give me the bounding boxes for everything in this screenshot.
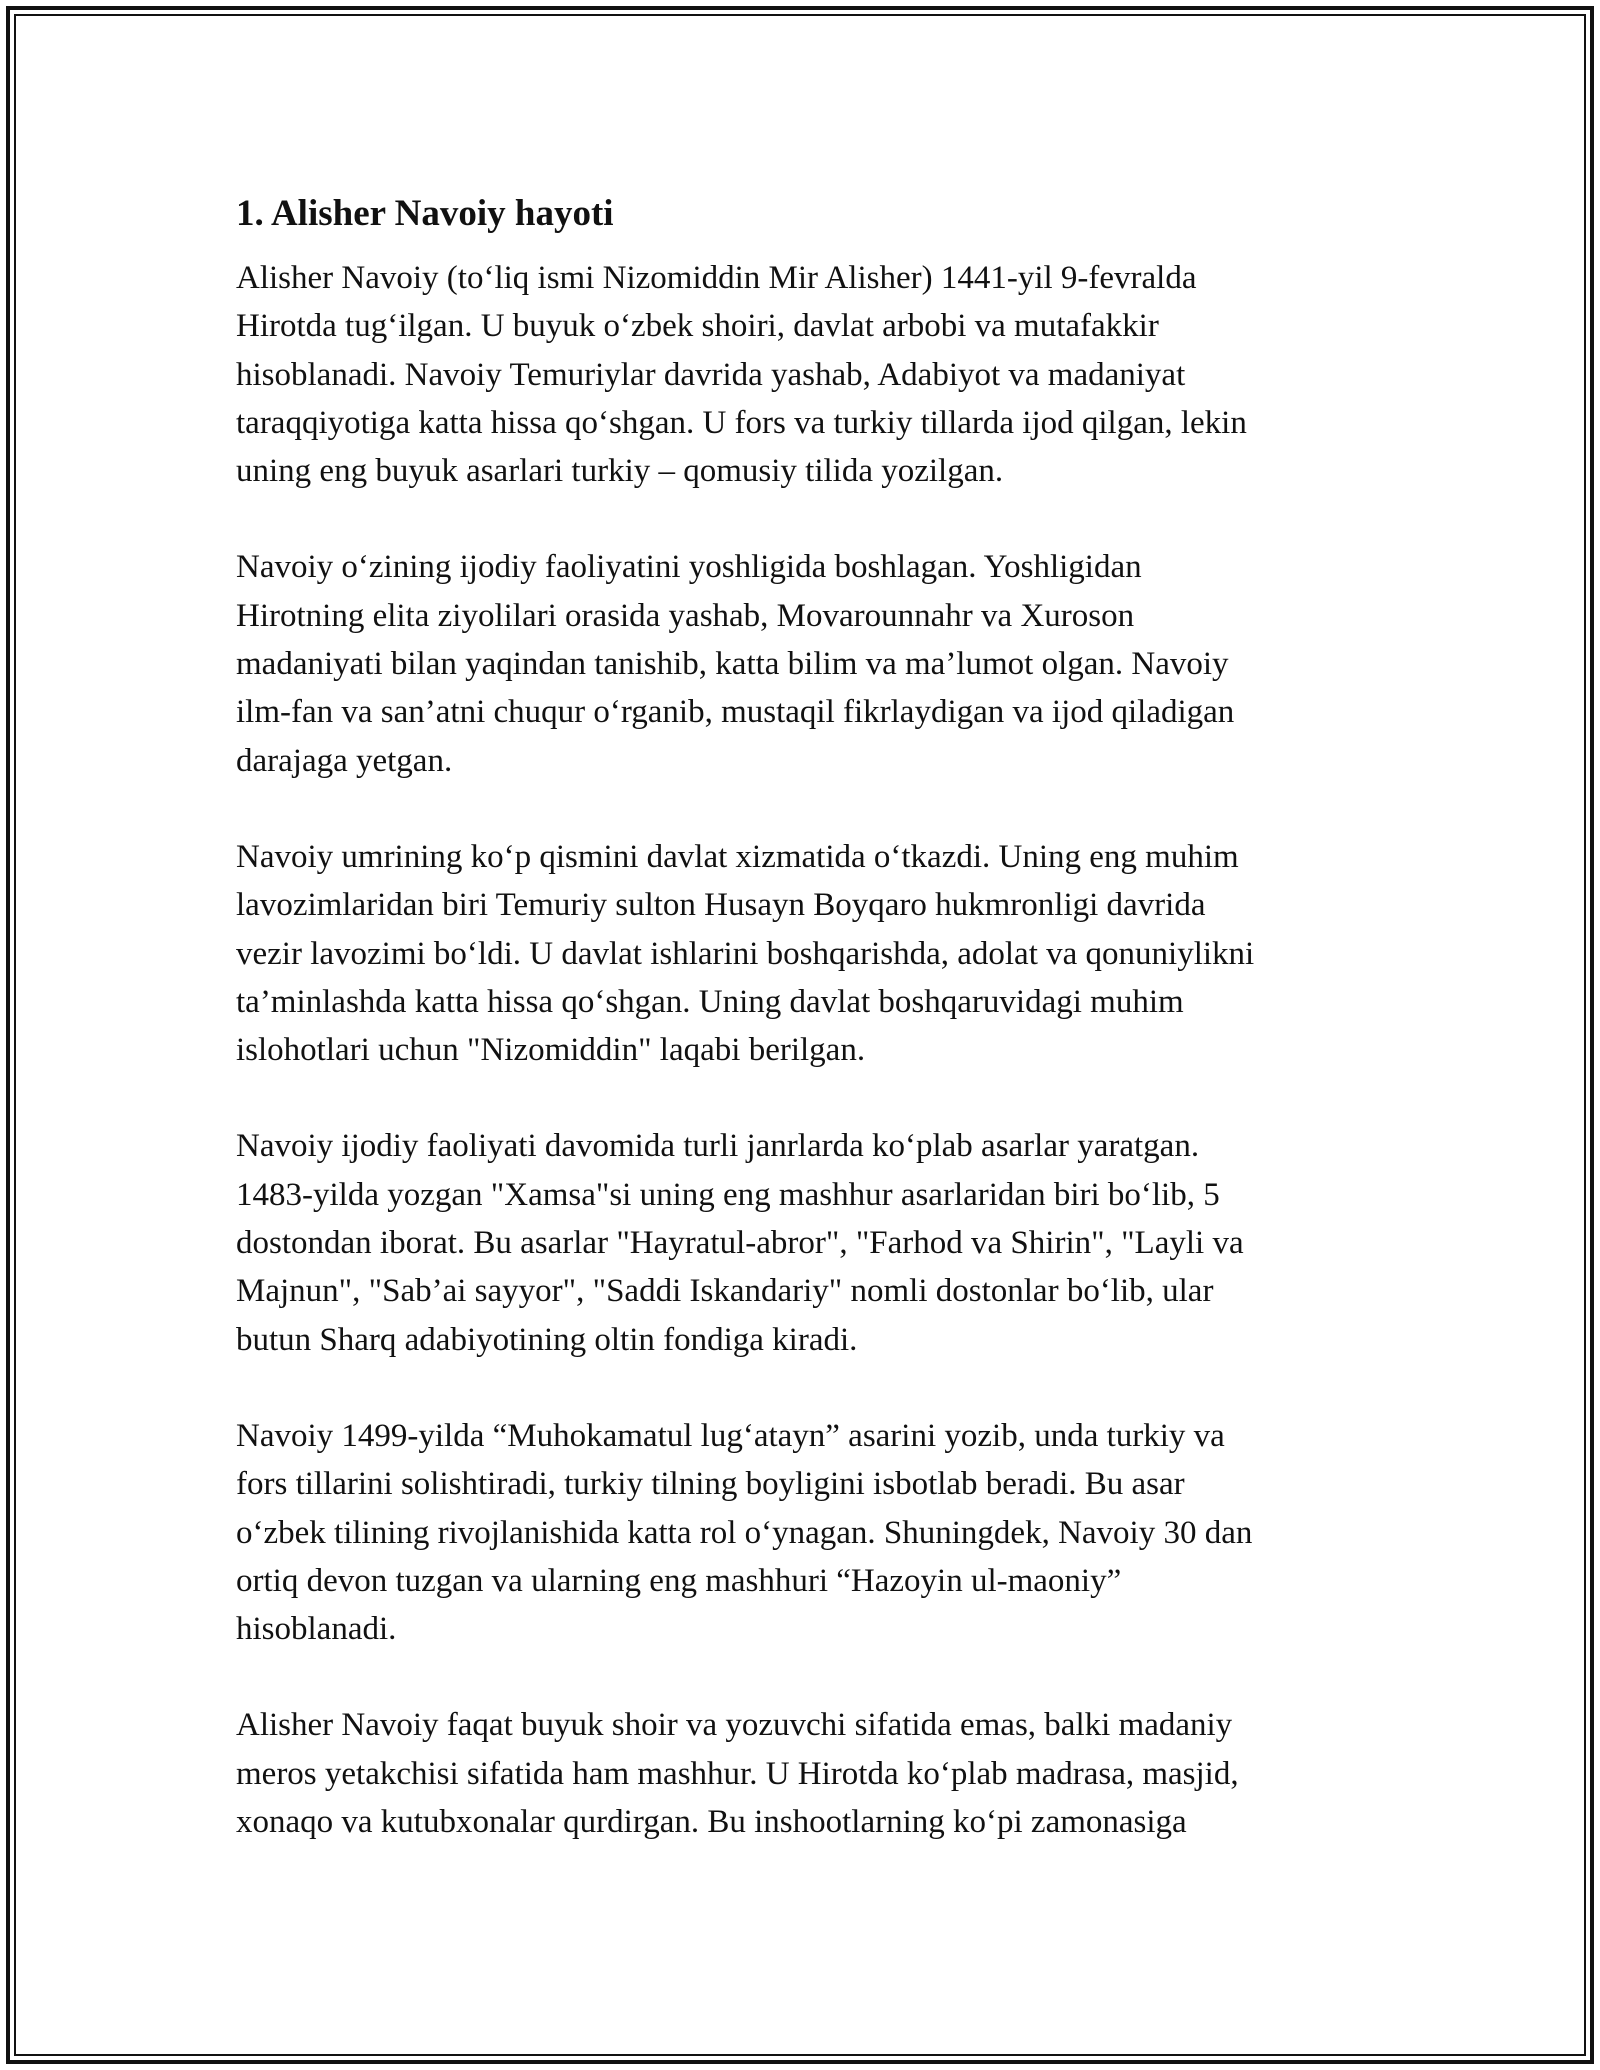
text-line: taraqqiyotiga katta hissa qo‘shgan. U fors va turkiy tillarda ijod qilgan, lekin xyxy=(236,404,1247,441)
text-line: Alisher Navoiy (to‘liq ismi Nizomiddin Mir Alisher) 1441-yil 9-fevralda xyxy=(236,260,1197,296)
text-line: Hirotda tug‘ilgan. U buyuk o‘zbek shoiri, davlat arbobi va mutafakkir xyxy=(236,308,1159,345)
text-line: Navoiy 1499-yilda “Muhokamatul lug‘atayn” asarini yozib, unda turkiy va xyxy=(236,1417,1225,1454)
paragraph-state-service xyxy=(236,833,1376,1074)
paragraph-birth xyxy=(236,254,1376,495)
text-line: meros yetakchisi sifatida ham mashhur. U Hirotda ko‘plab madrasa, masjid, xyxy=(236,1755,1239,1792)
text-line: xonaqo va kutubxonalar qurdirgan. Bu inshootlarning ko‘pi zamonasiga xyxy=(236,1804,1187,1841)
text-line: islohotlari uchun "Nizomiddin" laqabi berilgan. xyxy=(236,1032,866,1069)
text-line: hisoblanadi. xyxy=(236,1611,397,1648)
text-line: madaniyati bilan yaqindan tanishib, katta bilim va ma’lumot olgan. Navoiy xyxy=(236,646,1229,683)
document-body xyxy=(236,182,1376,1894)
paragraph-legacy xyxy=(236,1701,1376,1846)
text-line: uning eng buyuk asarlari turkiy – qomusiy tilida yozilgan. xyxy=(236,453,1004,490)
text-line: Majnun", "Sab’ai sayyor", "Saddi Iskandariy" nomli dostonlar bo‘lib, ular xyxy=(236,1273,1214,1310)
paragraph-youth xyxy=(236,543,1376,784)
paragraph-languages xyxy=(236,1412,1376,1653)
text-line: o‘zbek tilining rivojlanishida katta rol o‘ynagan. Shuningdek, Navoiy 30 dan xyxy=(236,1514,1253,1551)
text-line: darajaga yetgan. xyxy=(236,742,453,779)
text-line: lavozimlaridan biri Temuriy sulton Husayn Boyqaro hukmronligi davrida xyxy=(236,887,1206,924)
text-line: butun Sharq adabiyotining oltin fondiga kiradi. xyxy=(236,1321,858,1358)
paragraph-works xyxy=(236,1122,1376,1363)
text-line: 1483-yilda yozgan "Xamsa"si uning eng mashhur asarlaridan biri bo‘lib, 5 xyxy=(236,1176,1220,1213)
text-line: Alisher Navoiy faqat buyuk shoir va yozuvchi sifatida emas, balki madaniy xyxy=(236,1707,1233,1744)
text-line: ortiq devon tuzgan va ularning eng mashhuri “Hazoyin ul-maoniy” xyxy=(236,1562,1122,1599)
text-line: Hirotning elita ziyolilari orasida yashab, Movarounnahr va Xuroson xyxy=(236,597,1135,634)
text-line: Navoiy umrining ko‘p qismini davlat xizmatida o‘tkazdi. Uning eng muhim xyxy=(236,838,1239,875)
text-line: hisoblanadi. Navoiy Temuriylar davrida yashab, Adabiyot va madaniyat xyxy=(236,356,1186,393)
section-heading: 1. Alisher Navoiy hayoti xyxy=(236,193,614,234)
text-line: ta’minlashda katta hissa qo‘shgan. Uning davlat boshqaruvidagi muhim xyxy=(236,983,1184,1020)
text-line: ilm-fan va san’atni chuqur o‘rganib, mustaqil fikrlaydigan va ijod qiladigan xyxy=(236,694,1235,731)
text-line: vezir lavozimi bo‘ldi. U davlat ishlarini boshqarishda, adolat va qonuniylikni xyxy=(236,935,1255,972)
text-line: fors tillarini solishtiradi, turkiy tilning boyligini isbotlab beradi. Bu asar xyxy=(236,1466,1185,1503)
text-line: Navoiy ijodiy faoliyati davomida turli janrlarda ko‘plab asarlar yaratgan. xyxy=(236,1128,1200,1165)
text-line: dostondan iborat. Bu asarlar "Hayratul-abror", "Farhod va Shirin", "Layli va xyxy=(236,1225,1244,1262)
text-line: Navoiy o‘zining ijodiy faoliyatini yoshligida boshlagan. Yoshligidan xyxy=(236,549,1142,586)
